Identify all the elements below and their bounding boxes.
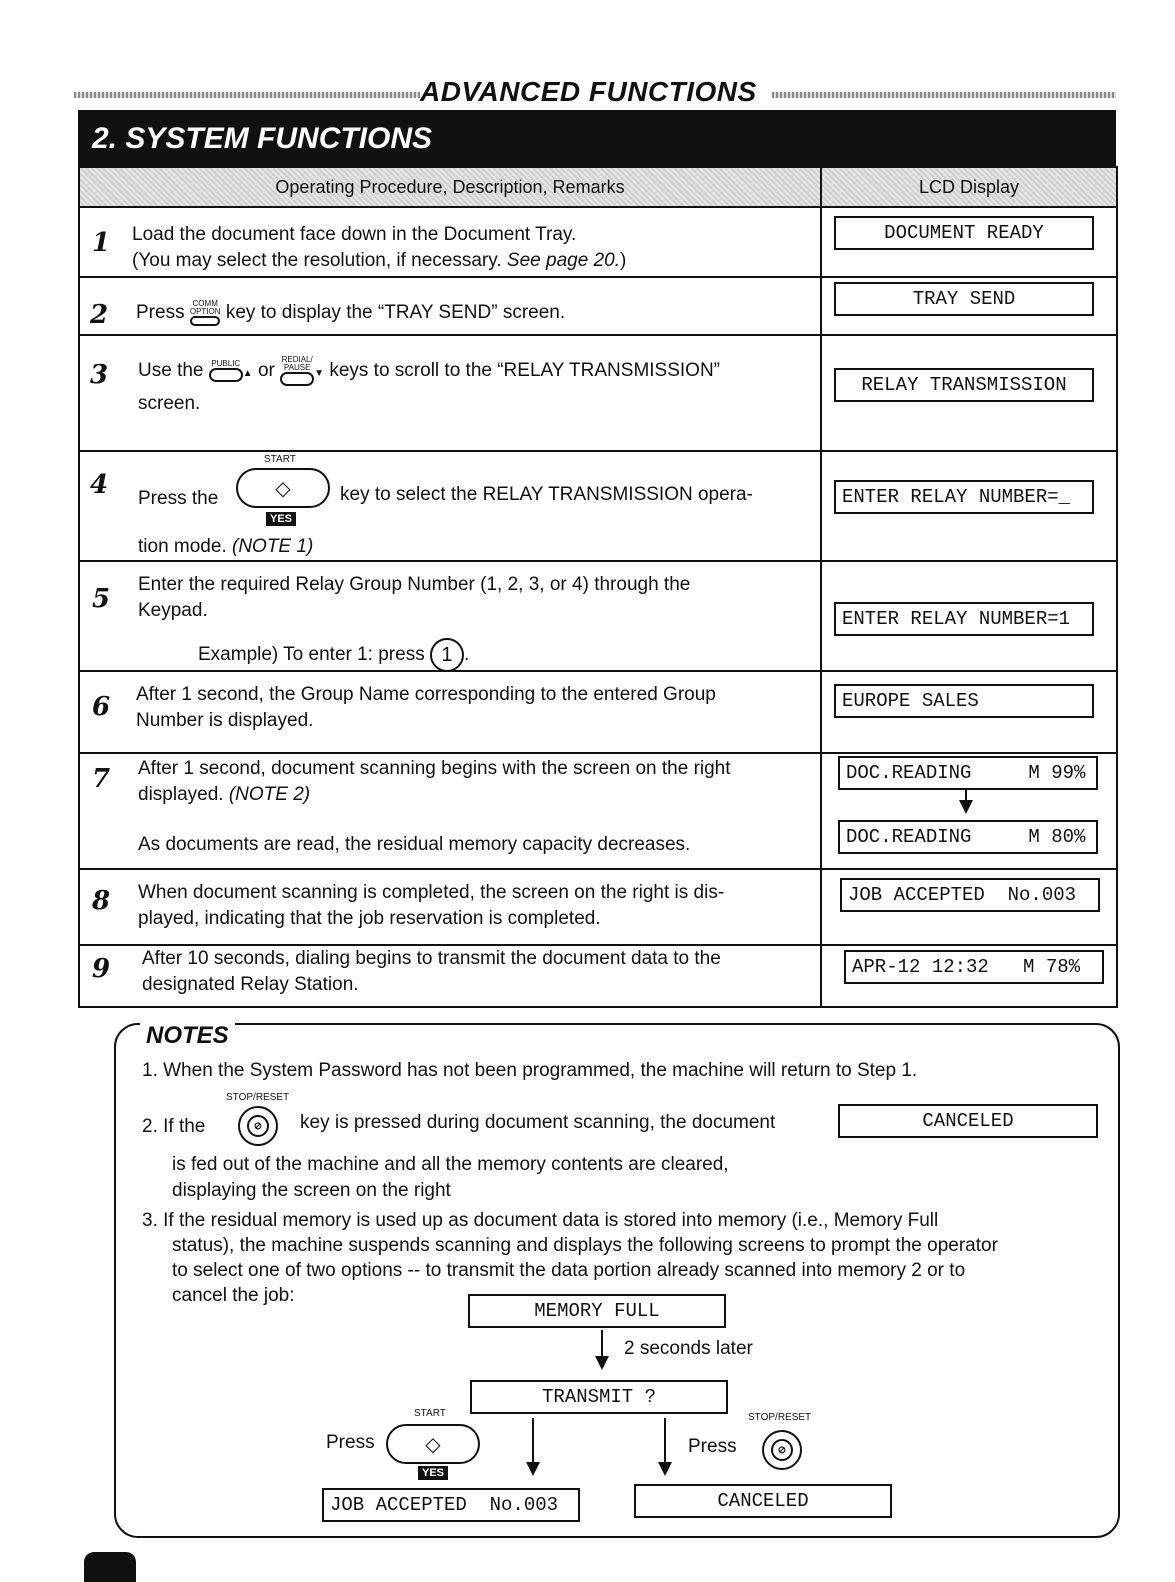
page-number-tab — [84, 1552, 136, 1582]
step-7-line3: As documents are read, the residual memory capacity decreases. — [138, 834, 691, 855]
step-6-line2: Number is displayed. — [136, 710, 314, 731]
step-number: 2 — [90, 300, 109, 330]
arrow-shaft — [664, 1418, 666, 1464]
step-1-line2 — [132, 248, 792, 274]
arrow-shaft — [965, 790, 967, 800]
step-1-page-ref: See page 20. — [506, 250, 620, 271]
down-arrow-icon — [595, 1356, 609, 1370]
lcd-display: ENTER RELAY NUMBER=_ — [834, 480, 1094, 514]
column-header-lcd-label: LCD Display — [918, 176, 1020, 197]
yes-badge: YES — [418, 1466, 448, 1480]
step-7-line2 — [138, 782, 818, 808]
comm-option-key-icon — [190, 300, 221, 326]
note-3-line1: 3. If the residual memory is used up as document data is stored into memory (i.e., Memory Full — [142, 1210, 939, 1231]
note-2-after: key is pressed during document scanning, the document — [300, 1112, 776, 1133]
start-key-glyph: ◇ — [275, 477, 291, 500]
lcd-display: CANCELED — [838, 1104, 1098, 1138]
step-5-line1: Enter the required Relay Group Number (1, 2, 3, or 4) through the — [138, 574, 691, 595]
column-header-procedure-label: Operating Procedure, Description, Remarks — [275, 176, 625, 197]
step-5-line2: Keypad. — [138, 600, 208, 621]
step-number: 6 — [92, 692, 111, 722]
step-number: 8 — [92, 886, 111, 916]
start-key-icon — [386, 1424, 480, 1464]
lcd-display: MEMORY FULL — [468, 1294, 726, 1328]
note-2-before: 2. If the — [142, 1116, 206, 1137]
step-5-example — [198, 638, 469, 672]
step-6-line1: After 1 second, the Group Name corresponding to the entered Group — [136, 684, 716, 705]
header-title: ADVANCED FUNCTIONS — [420, 76, 757, 107]
header-rule-left — [74, 92, 420, 98]
note-2-line2: is fed out of the machine and all the memory contents are cleared, — [172, 1154, 729, 1175]
down-arrow-icon — [526, 1462, 540, 1476]
down-arrow-icon — [658, 1462, 672, 1476]
step-9-text — [142, 946, 814, 998]
row-divider — [80, 450, 1116, 452]
start-key-glyph: ◇ — [425, 1433, 441, 1456]
press-left-label: Press — [326, 1432, 375, 1453]
column-header-lcd — [822, 168, 1116, 208]
step-3-line2: screen. — [138, 393, 201, 415]
key-label-public: PUBLIC — [211, 359, 241, 368]
step-8-line1: When document scanning is completed, the screen on the right is dis- — [138, 882, 725, 903]
step-3-text — [138, 356, 818, 417]
header-rule-right — [772, 92, 1116, 98]
column-header-procedure — [80, 168, 820, 208]
key-label-option: OPTION — [189, 307, 221, 316]
column-divider — [820, 168, 822, 1006]
step-number: 3 — [90, 360, 109, 390]
step-number: 1 — [92, 228, 111, 258]
lcd-display: DOCUMENT READY — [834, 216, 1094, 250]
step-7-line2a: displayed. — [138, 784, 229, 805]
step-1-line1: Load the document face down in the Document Tray. — [132, 224, 577, 245]
lcd-display: DOC.READING M 99% — [838, 756, 1098, 790]
step-4-note-ref: (NOTE 1) — [232, 536, 314, 557]
stop-glyph: ⊘ — [771, 1439, 793, 1461]
up-arrow-icon: ▲ — [242, 368, 253, 380]
row-divider — [80, 276, 1116, 278]
step-3-line1 — [138, 356, 818, 387]
step-2-before: Press — [136, 302, 185, 324]
step-4-line2a: tion mode. — [138, 536, 232, 557]
lcd-display: RELAY TRANSMISSION — [834, 368, 1094, 402]
lcd-display: TRAY SEND — [834, 282, 1094, 316]
down-arrow-icon: ▼ — [314, 368, 325, 380]
stop-glyph: ⊘ — [247, 1115, 269, 1137]
stop-reset-key-icon — [762, 1430, 802, 1470]
arrow-shaft — [601, 1330, 603, 1356]
delay-label: 2 seconds later — [624, 1338, 753, 1359]
step-7-line1: After 1 second, document scanning begins with the screen on the right — [138, 758, 731, 779]
step-number: 7 — [92, 764, 111, 794]
step-1-line2c: ) — [619, 250, 627, 271]
arrow-shaft — [532, 1418, 534, 1464]
note-3-line4: cancel the job: — [172, 1285, 295, 1306]
lcd-display: DOC.READING M 80% — [838, 820, 1098, 854]
step-7-note-ref: (NOTE 2) — [228, 784, 311, 805]
row-divider — [80, 752, 1116, 754]
key-label-comm: COMM — [192, 299, 218, 308]
step-1-line2a: (You may select the resolution, if necessary. — [132, 250, 507, 271]
lcd-display: APR-12 12:32 M 78% — [844, 950, 1104, 984]
row-divider — [80, 560, 1116, 562]
notes-title: NOTES — [140, 1022, 235, 1050]
row-divider — [80, 868, 1116, 870]
note-3-line2: status), the machine suspends scanning and displays the following screens to prompt the operator — [172, 1235, 998, 1256]
lcd-display: TRANSMIT ? — [470, 1380, 728, 1414]
note-2-line3: displaying the screen on the right — [172, 1180, 451, 1201]
step-8-line2: played, indicating that the job reservation is completed. — [138, 908, 601, 929]
key-label-pause: PAUSE — [283, 363, 311, 372]
step-4-line2 — [138, 534, 313, 560]
step-7-text — [138, 756, 818, 808]
lcd-display: CANCELED — [634, 1484, 892, 1518]
note-3-line3: to select one of two options -- to transmit the data portion already scanned into memory 2 or to — [172, 1260, 966, 1281]
step-5-example-end: . — [463, 644, 470, 666]
down-arrow-icon — [959, 800, 973, 814]
step-9-line1: After 10 seconds, dialing begins to transmit the document data to the — [142, 948, 721, 969]
lcd-display: ENTER RELAY NUMBER=1 — [834, 602, 1094, 636]
note-3 — [142, 1208, 1102, 1308]
keypad-1-icon: 1 — [430, 638, 464, 672]
note-1: 1. When the System Password has not been programmed, the machine will return to Step 1. — [142, 1060, 918, 1081]
start-key-icon — [236, 468, 330, 508]
stop-reset-key-label: STOP/RESET — [748, 1412, 812, 1423]
start-key-label: START — [414, 1408, 446, 1419]
yes-badge: YES — [266, 512, 296, 526]
step-4-before: Press the — [138, 488, 219, 509]
step-2-text — [136, 300, 796, 326]
step-3-after: keys to scroll to the “RELAY TRANSMISSION” — [329, 360, 720, 382]
press-right-label: Press — [688, 1436, 737, 1457]
lcd-display: JOB ACCEPTED No.003 — [322, 1488, 580, 1522]
step-number: 9 — [92, 954, 111, 984]
key-oval-icon — [280, 372, 314, 386]
start-key-label: START — [264, 454, 296, 465]
step-6-text — [136, 682, 808, 734]
stop-reset-key-label: STOP/RESET — [226, 1092, 290, 1103]
row-divider — [80, 334, 1116, 336]
step-3-or: or — [257, 360, 275, 382]
key-oval-icon — [209, 368, 243, 382]
key-label-redial: REDIAL/ — [281, 355, 313, 364]
step-8-text — [138, 880, 818, 932]
public-key-icon — [209, 360, 243, 382]
step-9-line2: designated Relay Station. — [142, 974, 359, 995]
key-oval-icon — [190, 316, 220, 326]
redial-pause-key-icon — [280, 356, 314, 386]
step-2-after: key to display the “TRAY SEND” screen. — [225, 302, 566, 324]
lcd-display: EUROPE SALES — [834, 684, 1094, 718]
step-number: 5 — [92, 584, 111, 614]
step-number: 4 — [90, 470, 109, 500]
step-1-text — [132, 222, 792, 274]
lcd-display: JOB ACCEPTED No.003 — [840, 878, 1100, 912]
step-3-before: Use the — [138, 360, 204, 382]
step-5-example-text: Example) To enter 1: press — [198, 644, 425, 666]
step-5-text — [138, 572, 808, 624]
section-title: 2. SYSTEM FUNCTIONS — [92, 122, 433, 155]
step-4-after: key to select the RELAY TRANSMISSION opera- — [340, 484, 753, 505]
stop-reset-key-icon — [238, 1106, 278, 1146]
